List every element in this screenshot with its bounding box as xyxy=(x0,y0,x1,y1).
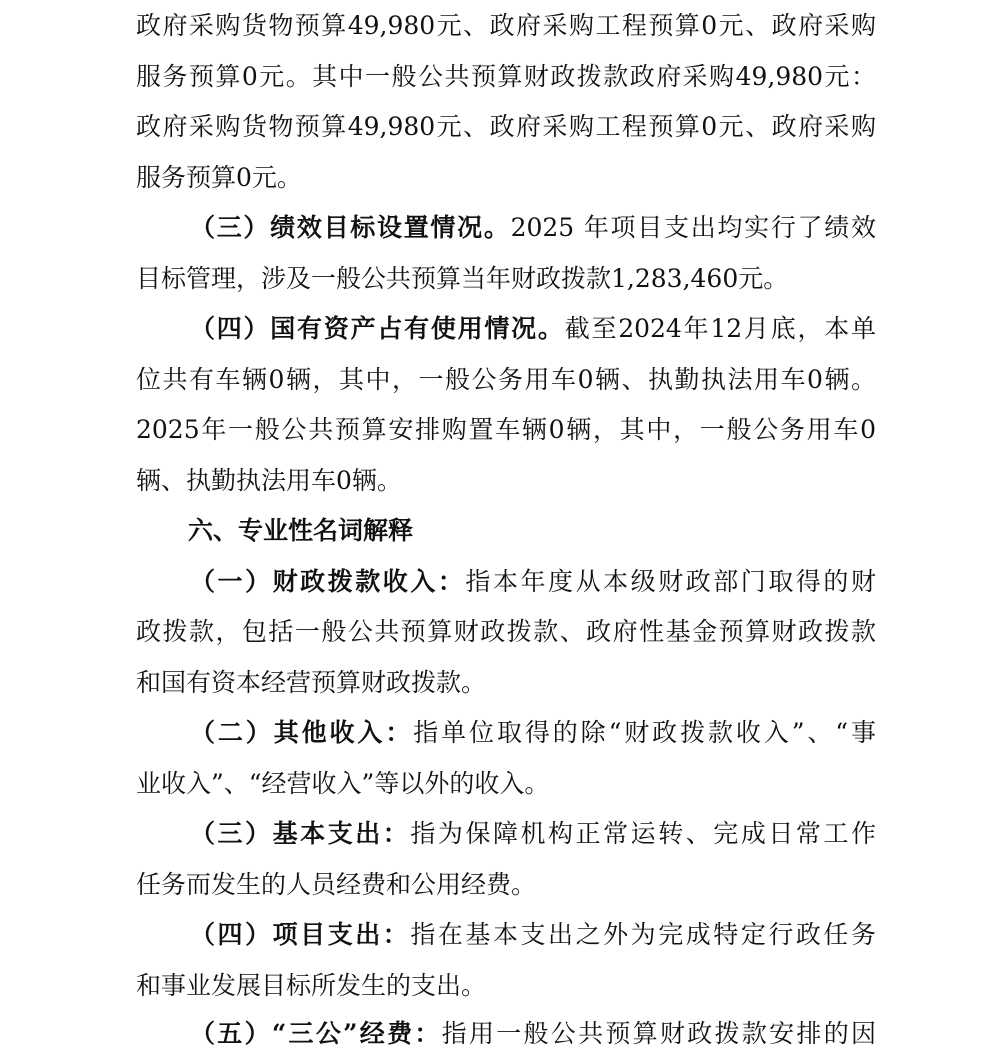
text-line: 政拨款，包括一般公共预算财政拨款、政府性基金预算财政拨款 xyxy=(136,617,876,646)
text-span: 指为保障机构正常运转、完成日常工作 xyxy=(410,819,876,848)
text-line: 位共有车辆0辆，其中，一般公务用车0辆、执勤执法用车0辆。 xyxy=(136,365,876,394)
text-line: 服务预算0元。 xyxy=(136,163,302,192)
text-line: 任务而发生的人员经费和公用经费。 xyxy=(136,870,537,899)
text-line: 和国有资本经营预算财政拨款。 xyxy=(136,668,487,697)
text-span: 指单位取得的除“财政拨款收入”、“事 xyxy=(413,718,876,747)
text-span: 截至2024年12月底，本单 xyxy=(564,314,876,343)
paragraph-lead: （二）其他收入： xyxy=(190,718,414,747)
paragraph-lead: （四）项目支出： xyxy=(190,920,411,949)
text-line xyxy=(190,713,876,753)
text-span: 2025 年项目支出均实行了绩效 xyxy=(510,213,876,242)
text-line: 和事业发展目标所发生的支出。 xyxy=(136,971,487,1000)
text-line: 政府采购货物预算49,980元、政府采购工程预算0元、政府采购 xyxy=(136,11,876,40)
text-line xyxy=(190,814,876,854)
text-line: 2025年一般公共预算安排购置车辆0辆，其中，一般公务用车0 xyxy=(136,415,876,444)
section-heading: 六、专业性名词解释 xyxy=(188,516,414,545)
text-line xyxy=(190,1014,876,1054)
text-line: 服务预算0元。其中一般公共预算财政拨款政府采购49,980元： xyxy=(136,62,876,91)
paragraph-lead: （三）基本支出： xyxy=(190,819,411,848)
paragraph-lead: （一）财政拨款收入： xyxy=(190,567,466,596)
text-span: 指在基本支出之外为完成特定行政任务 xyxy=(410,920,876,949)
text-line xyxy=(190,208,876,248)
text-line: 目标管理，涉及一般公共预算当年财政拨款1,283,460元。 xyxy=(136,264,789,293)
text-line: 业收入”、“经营收入”等以外的收入。 xyxy=(136,769,550,798)
text-span: 指用一般公共预算财政拨款安排的因 xyxy=(441,1019,876,1048)
text-line xyxy=(190,562,876,602)
text-line: 辆、执勤执法用车0辆。 xyxy=(136,466,402,495)
text-span: 指本年度从本级财政部门取得的财 xyxy=(465,567,876,596)
paragraph-lead: （四）国有资产占有使用情况。 xyxy=(190,314,565,343)
text-line: 政府采购货物预算49,980元、政府采购工程预算0元、政府采购 xyxy=(136,112,876,141)
text-line xyxy=(190,309,876,349)
paragraph-lead: （三）绩效目标设置情况。 xyxy=(190,213,511,242)
paragraph-lead: （五）“三公”经费： xyxy=(190,1019,442,1048)
text-line xyxy=(190,915,876,955)
